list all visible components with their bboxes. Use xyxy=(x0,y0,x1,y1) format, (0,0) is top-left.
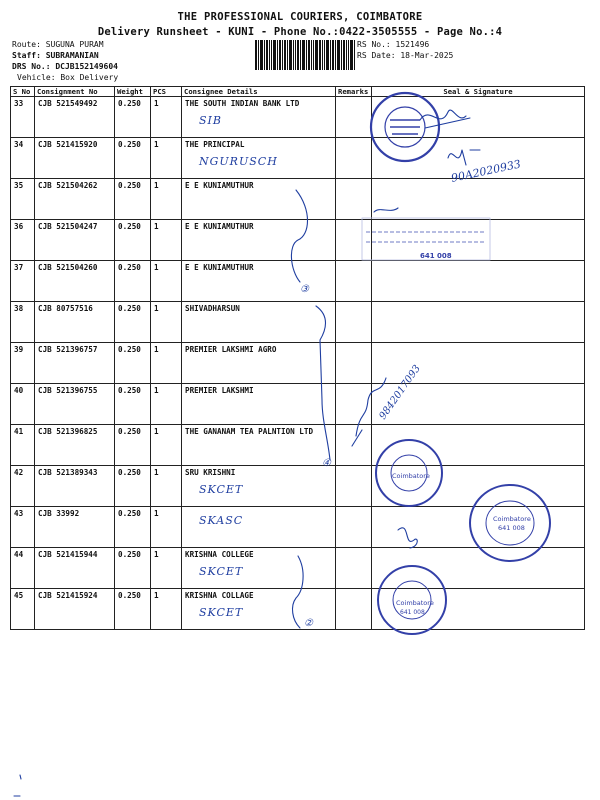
cell-remarks xyxy=(336,589,372,630)
svg-text:641 008: 641 008 xyxy=(400,609,425,616)
table-row xyxy=(11,138,585,179)
cell-consignee xyxy=(182,302,336,343)
runsheet-table xyxy=(10,86,585,630)
svg-text:Coimbatore: Coimbatore xyxy=(493,515,531,523)
table-row xyxy=(11,507,585,548)
cell-consignment: CJB 521396757 xyxy=(35,343,115,384)
cell-consignee xyxy=(182,466,336,507)
cell-sno: 40 xyxy=(11,384,35,425)
staff-label: Staff: xyxy=(12,51,41,60)
cell-remarks xyxy=(336,179,372,220)
cell-pcs: 1 xyxy=(151,179,182,220)
cell-pcs: 1 xyxy=(151,425,182,466)
company-name: THE PROFESSIONAL COURIERS, COIMBATORE xyxy=(177,11,423,23)
cell-seal xyxy=(372,220,585,261)
cell-consignment: CJB 521504260 xyxy=(35,261,115,302)
rs-date: RS Date: 18-Mar-2025 xyxy=(357,51,454,60)
consignee-name: PREMIER LAKSHMI xyxy=(185,386,254,395)
cell-pcs: 1 xyxy=(151,261,182,302)
consignee-name: SHIVADHARSUN xyxy=(185,304,240,313)
cell-sno: 44 xyxy=(11,548,35,589)
header-remarks: Remarks xyxy=(336,87,372,97)
runsheet-subtitle: Delivery Runsheet - KUNI - Phone No.:0422-3505555 - Page No.:4 xyxy=(97,26,503,38)
cell-consignee xyxy=(182,261,336,302)
cell-consignee xyxy=(182,220,336,261)
cell-pcs: 1 xyxy=(151,466,182,507)
cell-weight: 0.250 xyxy=(115,220,151,261)
cell-consignment: CJB 521549492 xyxy=(35,97,115,138)
cell-remarks xyxy=(336,343,372,384)
consignee-name: THE SOUTH INDIAN BANK LTD xyxy=(185,99,300,108)
consignee-name: SRU KRISHNI xyxy=(185,468,236,477)
cell-consignment: CJB 521396825 xyxy=(35,425,115,466)
consignee-name: E E KUNIAMUTHUR xyxy=(185,263,254,272)
svg-text:Coimbatore: Coimbatore xyxy=(396,599,434,607)
cell-consignment: CJB 521415924 xyxy=(35,589,115,630)
cell-remarks xyxy=(336,261,372,302)
cell-weight: 0.250 xyxy=(115,179,151,220)
staff-line xyxy=(12,51,99,60)
table-header-row xyxy=(11,87,585,97)
cell-weight: 0.250 xyxy=(115,548,151,589)
handwritten-number-34: 90A2020933 xyxy=(449,157,523,185)
cell-remarks xyxy=(336,220,372,261)
cell-sno: 34 xyxy=(11,138,35,179)
cell-seal xyxy=(372,261,585,302)
cell-sno: 33 xyxy=(11,97,35,138)
cell-consignment: CJB 33992 xyxy=(35,507,115,548)
cell-seal xyxy=(372,548,585,589)
cell-sno: 39 xyxy=(11,343,35,384)
cell-consignment: CJB 521415920 xyxy=(35,138,115,179)
cell-pcs: 1 xyxy=(151,220,182,261)
route-label: Route: SUGUNA PURAM xyxy=(12,40,104,49)
rs-number: RS No.: 1521496 xyxy=(357,40,430,49)
cell-consignee xyxy=(182,425,336,466)
cell-weight: 0.250 xyxy=(115,261,151,302)
cell-weight: 0.250 xyxy=(115,138,151,179)
table-row xyxy=(11,589,585,630)
cell-consignee xyxy=(182,548,336,589)
circle-mark-37: ③ xyxy=(300,284,309,295)
stray-mark xyxy=(20,775,21,779)
cell-remarks xyxy=(336,138,372,179)
runsheet-header xyxy=(0,0,600,86)
cell-consignee xyxy=(182,138,336,179)
table-row xyxy=(11,302,585,343)
cell-sno: 37 xyxy=(11,261,35,302)
svg-text:641 008: 641 008 xyxy=(498,524,525,532)
table-row xyxy=(11,343,585,384)
table-row xyxy=(11,261,585,302)
table-row xyxy=(11,466,585,507)
cell-seal xyxy=(372,343,585,384)
header-sno: S No xyxy=(11,87,35,97)
cell-seal xyxy=(372,97,585,138)
header-weight: Weight xyxy=(115,87,151,97)
table-row xyxy=(11,548,585,589)
cell-seal xyxy=(372,589,585,630)
consignee-name: KRISHNA COLLEGE xyxy=(185,550,254,559)
cell-seal xyxy=(372,138,585,179)
cell-consignee xyxy=(182,179,336,220)
cell-weight: 0.250 xyxy=(115,343,151,384)
svg-text:641 008: 641 008 xyxy=(420,252,452,260)
cell-remarks xyxy=(336,384,372,425)
cell-sno: 38 xyxy=(11,302,35,343)
cell-pcs: 1 xyxy=(151,384,182,425)
handwritten-number-40: 9842017093 xyxy=(377,363,423,422)
cell-seal xyxy=(372,384,585,425)
cell-remarks xyxy=(336,507,372,548)
vehicle-label: Vehicle: Box Delivery xyxy=(17,73,119,82)
header-seal: Seal & Signature xyxy=(372,87,585,97)
cell-seal xyxy=(372,466,585,507)
cell-weight: 0.250 xyxy=(115,425,151,466)
cell-sno: 43 xyxy=(11,507,35,548)
cell-consignee xyxy=(182,343,336,384)
cell-remarks xyxy=(336,548,372,589)
handwritten-receiver: SKCET xyxy=(199,565,244,578)
cell-pcs: 1 xyxy=(151,548,182,589)
cell-remarks xyxy=(336,466,372,507)
cell-sno: 35 xyxy=(11,179,35,220)
consignee-name: THE GANANAM TEA PALNTION LTD xyxy=(185,427,314,436)
cell-remarks xyxy=(336,97,372,138)
handwritten-receiver: SKCET xyxy=(199,606,244,619)
consignee-name: KRISHNA COLLAGE xyxy=(185,591,254,600)
cell-sno: 45 xyxy=(11,589,35,630)
cell-seal xyxy=(372,425,585,466)
cell-consignee xyxy=(182,384,336,425)
circle-mark-41: ④ xyxy=(322,458,331,469)
drs-number: DCJB152149604 xyxy=(55,62,118,71)
header-pcs: PCS xyxy=(151,87,182,97)
circle-mark-45: ② xyxy=(304,618,313,629)
staff-name: SUBRAMANIAN xyxy=(45,51,99,60)
cell-pcs: 1 xyxy=(151,589,182,630)
cell-consignment: CJB 521504247 xyxy=(35,220,115,261)
cell-weight: 0.250 xyxy=(115,384,151,425)
handwritten-receiver: SIB xyxy=(199,114,222,127)
table-row xyxy=(11,179,585,220)
table-row xyxy=(11,220,585,261)
table-row xyxy=(11,425,585,466)
cell-weight: 0.250 xyxy=(115,302,151,343)
cell-pcs: 1 xyxy=(151,97,182,138)
cell-weight: 0.250 xyxy=(115,466,151,507)
cell-consignment: CJB 80757516 xyxy=(35,302,115,343)
handwritten-receiver: SKASC xyxy=(199,514,244,527)
drs-line xyxy=(12,62,118,71)
cell-consignee xyxy=(182,507,336,548)
cell-weight: 0.250 xyxy=(115,97,151,138)
cell-remarks xyxy=(336,302,372,343)
cell-consignee xyxy=(182,97,336,138)
header-consignment: Consignment No xyxy=(35,87,115,97)
table-row xyxy=(11,97,585,138)
handwritten-receiver: SKCET xyxy=(199,483,244,496)
cell-seal xyxy=(372,302,585,343)
consignee-name: E E KUNIAMUTHUR xyxy=(185,181,254,190)
table-row xyxy=(11,384,585,425)
cell-sno: 42 xyxy=(11,466,35,507)
cell-consignment: CJB 521396755 xyxy=(35,384,115,425)
barcode-image xyxy=(255,40,355,70)
cell-pcs: 1 xyxy=(151,343,182,384)
cell-weight: 0.250 xyxy=(115,507,151,548)
cell-pcs: 1 xyxy=(151,302,182,343)
consignee-name: THE PRINCIPAL xyxy=(185,140,245,149)
cell-seal xyxy=(372,179,585,220)
cell-consignment: CJB 521389343 xyxy=(35,466,115,507)
cell-remarks xyxy=(336,425,372,466)
cell-pcs: 1 xyxy=(151,507,182,548)
cell-consignee xyxy=(182,589,336,630)
cell-seal xyxy=(372,507,585,548)
cell-sno: 36 xyxy=(11,220,35,261)
cell-weight: 0.250 xyxy=(115,589,151,630)
consignee-name: PREMIER LAKSHMI AGRO xyxy=(185,345,277,354)
consignee-name: E E KUNIAMUTHUR xyxy=(185,222,254,231)
handwritten-receiver: NGURUSCH xyxy=(199,155,278,168)
cell-pcs: 1 xyxy=(151,138,182,179)
cell-consignment: CJB 521415944 xyxy=(35,548,115,589)
cell-sno: 41 xyxy=(11,425,35,466)
header-consignee: Consignee Details xyxy=(182,87,336,97)
svg-text:Coimbatore: Coimbatore xyxy=(392,472,430,480)
drs-label: DRS No.: xyxy=(12,62,51,71)
cell-consignment: CJB 521504262 xyxy=(35,179,115,220)
